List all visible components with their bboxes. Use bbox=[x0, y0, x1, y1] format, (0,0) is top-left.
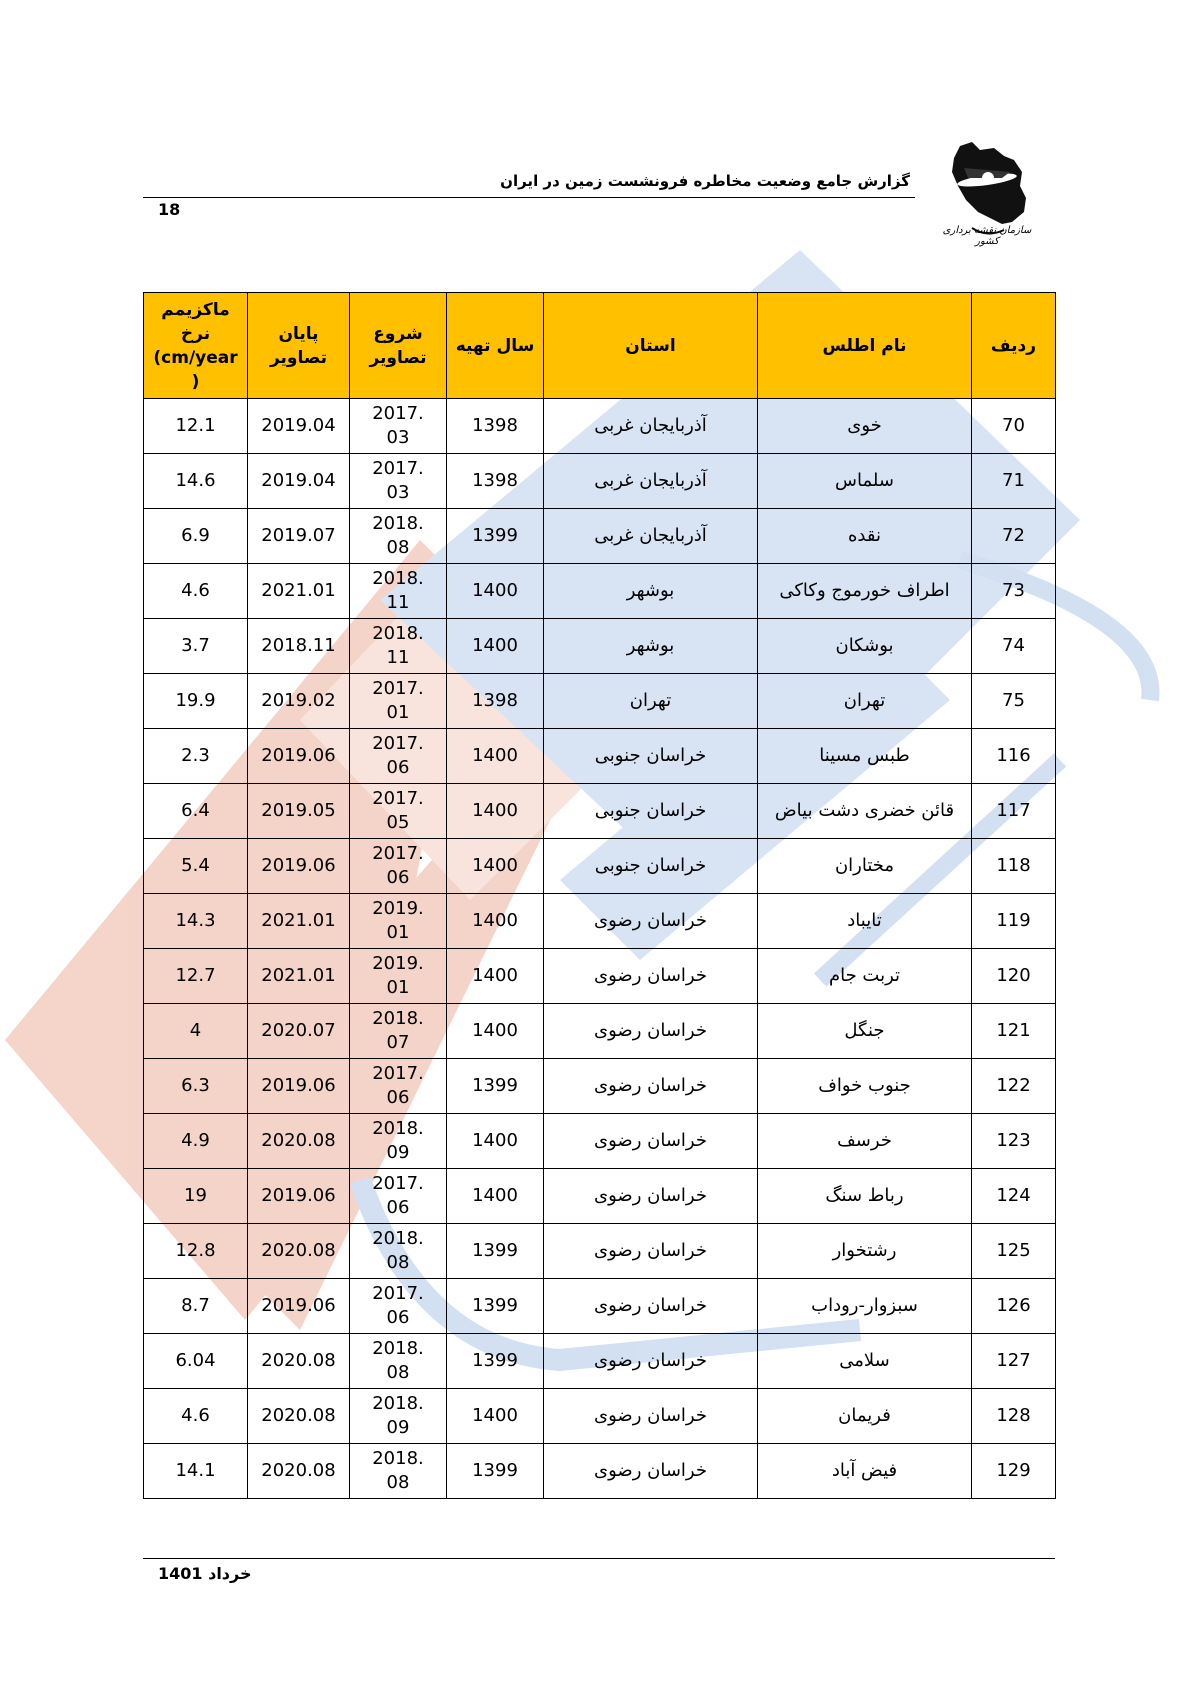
cell-max-rate: 12.8 bbox=[144, 1224, 248, 1279]
cell-atlas-name: قائن خضری دشت بیاض bbox=[758, 784, 972, 839]
table-row bbox=[144, 949, 1056, 1004]
cell-images-end: 2019.05 bbox=[248, 784, 350, 839]
cell-max-rate: 4.6 bbox=[144, 564, 248, 619]
cell-images-end: 2020.08 bbox=[248, 1224, 350, 1279]
cell-year: 1400 bbox=[447, 1389, 544, 1444]
cell-max-rate: 6.3 bbox=[144, 1059, 248, 1114]
col-header-max-rate: ماکزیمم نرخ cm/year) ( bbox=[144, 293, 248, 399]
cell-row-number: 72 bbox=[972, 509, 1056, 564]
cell-images-start: 2018.11 bbox=[350, 564, 447, 619]
cell-row-number: 74 bbox=[972, 619, 1056, 674]
cell-year: 1400 bbox=[447, 839, 544, 894]
cell-images-start: 2018.08 bbox=[350, 1334, 447, 1389]
cell-images-start: 2019.01 bbox=[350, 949, 447, 1004]
cell-max-rate: 4 bbox=[144, 1004, 248, 1059]
cell-province: خراسان رضوی bbox=[544, 1114, 758, 1169]
table-row bbox=[144, 1224, 1056, 1279]
footer-divider bbox=[143, 1558, 1055, 1559]
cell-row-number: 119 bbox=[972, 894, 1056, 949]
cell-row-number: 118 bbox=[972, 839, 1056, 894]
cell-province: خراسان جنوبی bbox=[544, 729, 758, 784]
cell-max-rate: 8.7 bbox=[144, 1279, 248, 1334]
cell-images-end: 2020.07 bbox=[248, 1004, 350, 1059]
cell-images-end: 2019.06 bbox=[248, 1169, 350, 1224]
cell-atlas-name: تهران bbox=[758, 674, 972, 729]
cell-province: خراسان رضوی bbox=[544, 1224, 758, 1279]
cell-year: 1400 bbox=[447, 729, 544, 784]
cell-province: خراسان رضوی bbox=[544, 1444, 758, 1499]
cell-province: بوشهر bbox=[544, 564, 758, 619]
cell-atlas-name: سبزوار-روداب bbox=[758, 1279, 972, 1334]
table-row bbox=[144, 399, 1056, 454]
cell-province: خراسان جنوبی bbox=[544, 839, 758, 894]
table-row bbox=[144, 729, 1056, 784]
table-row bbox=[144, 894, 1056, 949]
cell-year: 1400 bbox=[447, 784, 544, 839]
report-title: گزارش جامع وضعیت مخاطره فرونشست زمین در ایران bbox=[500, 172, 910, 190]
cell-row-number: 128 bbox=[972, 1389, 1056, 1444]
table-row bbox=[144, 1279, 1056, 1334]
cell-year: 1400 bbox=[447, 619, 544, 674]
cell-images-end: 2021.01 bbox=[248, 894, 350, 949]
table-row bbox=[144, 1444, 1056, 1499]
cell-year: 1400 bbox=[447, 1004, 544, 1059]
cell-images-end: 2021.01 bbox=[248, 564, 350, 619]
cell-row-number: 120 bbox=[972, 949, 1056, 1004]
cell-max-rate: 14.1 bbox=[144, 1444, 248, 1499]
cell-images-end: 2019.07 bbox=[248, 509, 350, 564]
cell-max-rate: 4.9 bbox=[144, 1114, 248, 1169]
cell-row-number: 122 bbox=[972, 1059, 1056, 1114]
table-row bbox=[144, 1334, 1056, 1389]
page-number: 18 bbox=[158, 200, 181, 219]
cell-images-start: 2017.03 bbox=[350, 454, 447, 509]
cell-province: آذربایجان غربی bbox=[544, 454, 758, 509]
cell-year: 1400 bbox=[447, 894, 544, 949]
cell-images-start: 2018.08 bbox=[350, 1224, 447, 1279]
cell-images-end: 2019.06 bbox=[248, 1279, 350, 1334]
cell-atlas-name: خرسف bbox=[758, 1114, 972, 1169]
cell-province: خراسان رضوی bbox=[544, 1279, 758, 1334]
cell-images-end: 2020.08 bbox=[248, 1389, 350, 1444]
cell-images-end: 2020.08 bbox=[248, 1334, 350, 1389]
footer-date: خرداد 1401 bbox=[158, 1564, 252, 1583]
cell-images-end: 2020.08 bbox=[248, 1444, 350, 1499]
cell-images-start: 2018.09 bbox=[350, 1114, 447, 1169]
cell-year: 1399 bbox=[447, 1334, 544, 1389]
cell-images-start: 2017.06 bbox=[350, 1279, 447, 1334]
cell-row-number: 121 bbox=[972, 1004, 1056, 1059]
cell-province: خراسان رضوی bbox=[544, 894, 758, 949]
table-row bbox=[144, 509, 1056, 564]
cell-row-number: 123 bbox=[972, 1114, 1056, 1169]
table-row bbox=[144, 839, 1056, 894]
cell-year: 1399 bbox=[447, 1444, 544, 1499]
cell-row-number: 125 bbox=[972, 1224, 1056, 1279]
col-header-province: استان bbox=[544, 293, 758, 399]
cell-atlas-name: جنگل bbox=[758, 1004, 972, 1059]
cell-row-number: 73 bbox=[972, 564, 1056, 619]
cell-max-rate: 3.7 bbox=[144, 619, 248, 674]
cell-images-start: 2017.03 bbox=[350, 399, 447, 454]
cell-images-start: 2018.07 bbox=[350, 1004, 447, 1059]
cell-province: خراسان رضوی bbox=[544, 1334, 758, 1389]
cell-row-number: 75 bbox=[972, 674, 1056, 729]
table-row bbox=[144, 674, 1056, 729]
cell-atlas-name: طبس مسینا bbox=[758, 729, 972, 784]
cell-atlas-name: تربت جام bbox=[758, 949, 972, 1004]
cell-year: 1400 bbox=[447, 949, 544, 1004]
cell-year: 1399 bbox=[447, 1059, 544, 1114]
cell-row-number: 71 bbox=[972, 454, 1056, 509]
table-row bbox=[144, 784, 1056, 839]
cell-images-start: 2017.05 bbox=[350, 784, 447, 839]
cell-atlas-name: سلماس bbox=[758, 454, 972, 509]
cell-province: تهران bbox=[544, 674, 758, 729]
cell-row-number: 116 bbox=[972, 729, 1056, 784]
cell-max-rate: 6.9 bbox=[144, 509, 248, 564]
cell-images-start: 2017.06 bbox=[350, 729, 447, 784]
cell-year: 1399 bbox=[447, 1279, 544, 1334]
cell-atlas-name: مختاران bbox=[758, 839, 972, 894]
col-header-images-start: شروع تصاویر bbox=[350, 293, 447, 399]
cell-images-start: 2019.01 bbox=[350, 894, 447, 949]
cell-atlas-name: اطراف خورموج وکاکی bbox=[758, 564, 972, 619]
table-header-row bbox=[144, 293, 1056, 399]
cell-row-number: 126 bbox=[972, 1279, 1056, 1334]
cell-atlas-name: فیض آباد bbox=[758, 1444, 972, 1499]
cell-images-end: 2020.08 bbox=[248, 1114, 350, 1169]
cell-row-number: 70 bbox=[972, 399, 1056, 454]
table-row bbox=[144, 564, 1056, 619]
cell-images-start: 2018.08 bbox=[350, 509, 447, 564]
cell-images-start: 2018.11 bbox=[350, 619, 447, 674]
cell-max-rate: 12.7 bbox=[144, 949, 248, 1004]
cell-year: 1400 bbox=[447, 1169, 544, 1224]
cell-atlas-name: خوی bbox=[758, 399, 972, 454]
cell-year: 1398 bbox=[447, 399, 544, 454]
header-divider bbox=[143, 197, 915, 198]
cell-row-number: 129 bbox=[972, 1444, 1056, 1499]
cell-max-rate: 19 bbox=[144, 1169, 248, 1224]
cell-atlas-name: سلامی bbox=[758, 1334, 972, 1389]
cell-year: 1398 bbox=[447, 454, 544, 509]
cell-images-end: 2018.11 bbox=[248, 619, 350, 674]
cell-max-rate: 14.3 bbox=[144, 894, 248, 949]
logo-caption: سازمان نقشه برداری کشور bbox=[942, 225, 1032, 247]
cell-images-start: 2017.06 bbox=[350, 839, 447, 894]
cell-images-end: 2019.02 bbox=[248, 674, 350, 729]
cell-province: خراسان رضوی bbox=[544, 949, 758, 1004]
col-header-row-number: ردیف bbox=[972, 293, 1056, 399]
cell-max-rate: 19.9 bbox=[144, 674, 248, 729]
cell-row-number: 124 bbox=[972, 1169, 1056, 1224]
table-row bbox=[144, 619, 1056, 674]
cell-year: 1400 bbox=[447, 564, 544, 619]
col-header-images-end: پایان تصاویر bbox=[248, 293, 350, 399]
cell-atlas-name: تایباد bbox=[758, 894, 972, 949]
cell-images-end: 2019.06 bbox=[248, 729, 350, 784]
cell-images-start: 2017.01 bbox=[350, 674, 447, 729]
cell-province: آذربایجان غربی bbox=[544, 509, 758, 564]
table-row bbox=[144, 454, 1056, 509]
cell-year: 1399 bbox=[447, 509, 544, 564]
table-row bbox=[144, 1169, 1056, 1224]
cell-province: خراسان رضوی bbox=[544, 1059, 758, 1114]
table-row bbox=[144, 1004, 1056, 1059]
cell-province: خراسان رضوی bbox=[544, 1004, 758, 1059]
cell-atlas-name: فریمان bbox=[758, 1389, 972, 1444]
cell-max-rate: 4.6 bbox=[144, 1389, 248, 1444]
cell-row-number: 127 bbox=[972, 1334, 1056, 1389]
cell-images-start: 2018.09 bbox=[350, 1389, 447, 1444]
cell-max-rate: 2.3 bbox=[144, 729, 248, 784]
cell-atlas-name: بوشکان bbox=[758, 619, 972, 674]
cell-images-end: 2019.06 bbox=[248, 839, 350, 894]
col-header-year: سال تهیه bbox=[447, 293, 544, 399]
table-row bbox=[144, 1389, 1056, 1444]
cell-province: خراسان رضوی bbox=[544, 1169, 758, 1224]
cell-atlas-name: رباط سنگ bbox=[758, 1169, 972, 1224]
cell-images-end: 2021.01 bbox=[248, 949, 350, 1004]
table-row bbox=[144, 1059, 1056, 1114]
cell-province: خراسان جنوبی bbox=[544, 784, 758, 839]
cell-atlas-name: نقده bbox=[758, 509, 972, 564]
cell-province: بوشهر bbox=[544, 619, 758, 674]
subsidence-atlas-table bbox=[143, 292, 1056, 1499]
cell-atlas-name: جنوب خواف bbox=[758, 1059, 972, 1114]
cell-atlas-name: رشتخوار bbox=[758, 1224, 972, 1279]
cell-max-rate: 6.04 bbox=[144, 1334, 248, 1389]
table-row bbox=[144, 1114, 1056, 1169]
cell-max-rate: 14.6 bbox=[144, 454, 248, 509]
cell-max-rate: 6.4 bbox=[144, 784, 248, 839]
cell-year: 1400 bbox=[447, 1114, 544, 1169]
cell-row-number: 117 bbox=[972, 784, 1056, 839]
cell-images-end: 2019.04 bbox=[248, 399, 350, 454]
cell-images-start: 2018.08 bbox=[350, 1444, 447, 1499]
cell-max-rate: 5.4 bbox=[144, 839, 248, 894]
cell-province: آذربایجان غربی bbox=[544, 399, 758, 454]
cell-max-rate: 12.1 bbox=[144, 399, 248, 454]
cell-images-start: 2017.06 bbox=[350, 1059, 447, 1114]
cell-province: خراسان رضوی bbox=[544, 1389, 758, 1444]
col-header-atlas-name: نام اطلس bbox=[758, 293, 972, 399]
cell-year: 1399 bbox=[447, 1224, 544, 1279]
cell-images-start: 2017.06 bbox=[350, 1169, 447, 1224]
cell-images-end: 2019.06 bbox=[248, 1059, 350, 1114]
cell-year: 1398 bbox=[447, 674, 544, 729]
cell-images-end: 2019.04 bbox=[248, 454, 350, 509]
